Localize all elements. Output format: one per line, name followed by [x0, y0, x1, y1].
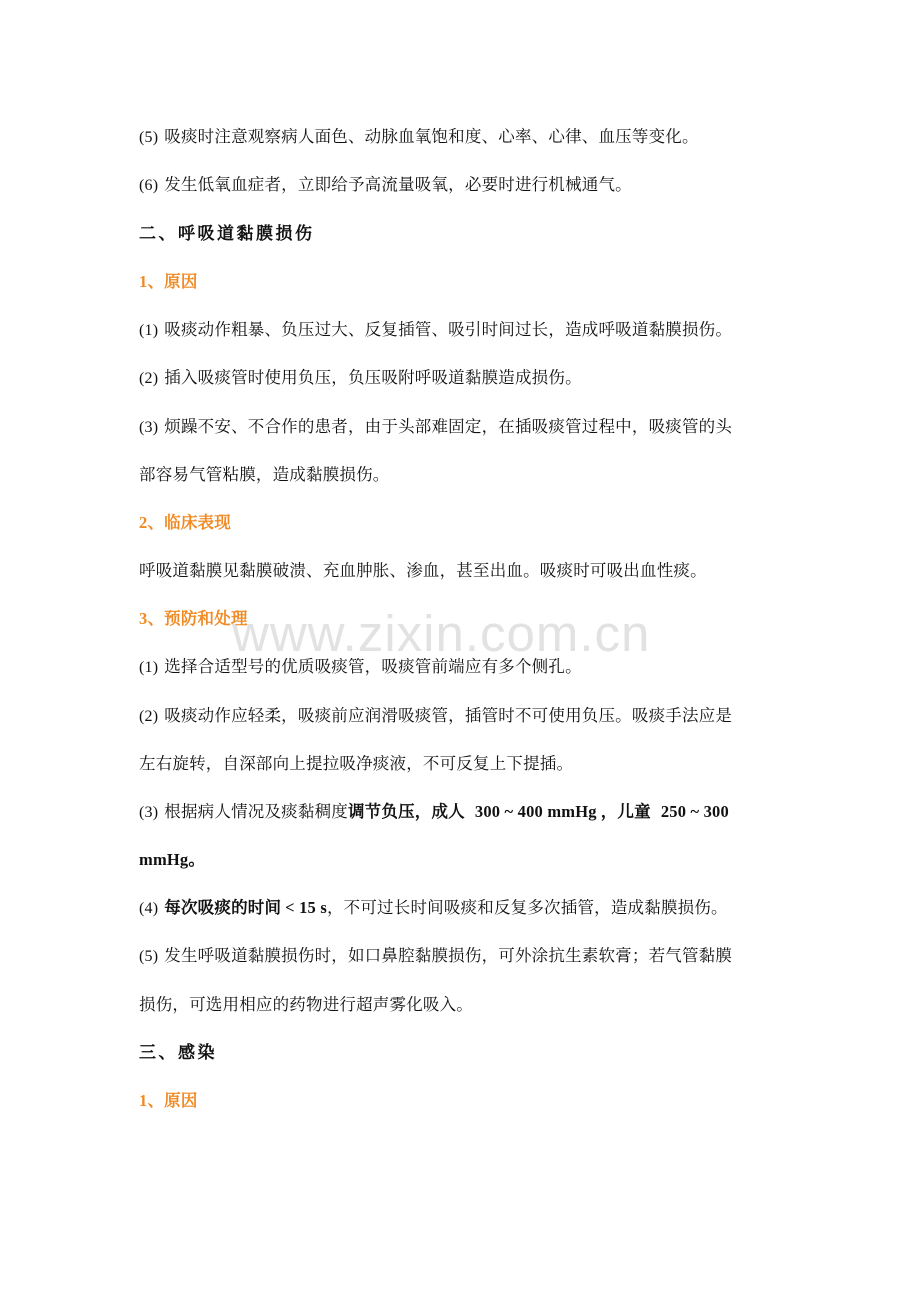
section-heading: 三、感染	[139, 1043, 217, 1063]
subsection-label: 、原因	[147, 1091, 198, 1110]
item-text: 。	[188, 850, 206, 869]
list-item	[139, 655, 788, 680]
list-item-continuation	[139, 848, 788, 872]
list-item	[139, 125, 788, 150]
list-item	[139, 173, 788, 198]
list-item	[139, 415, 788, 440]
item-text: 烦躁不安、不合作的患者，由于头部难固定，在插吸痰管过程中，吸痰管的头	[164, 417, 733, 436]
item-number: (1)	[139, 659, 159, 676]
subsection-number: 1	[139, 272, 148, 291]
item-number: (1)	[139, 322, 159, 339]
item-number: (3)	[139, 804, 159, 821]
subsection-number: 3	[139, 609, 148, 628]
item-number: (6)	[139, 177, 159, 194]
subsection-label: 、临床表现	[147, 513, 231, 532]
list-item	[139, 896, 788, 921]
item-text: 部容易气管粘膜，造成黏膜损伤。	[139, 465, 390, 484]
list-item	[139, 944, 788, 969]
item-number: (2)	[139, 370, 159, 387]
item-text: 损伤，可选用相应的药物进行超声雾化吸入。	[139, 995, 473, 1014]
subsection-label: 、预防和处理	[147, 609, 248, 628]
item-number: (2)	[139, 708, 159, 725]
pressure-range-adult: 300 ~ 400 mmHg	[474, 802, 597, 821]
pressure-range-child: 250 ~ 300	[660, 802, 729, 821]
list-item	[139, 366, 788, 391]
list-item-continuation	[139, 993, 788, 1017]
item-number: (4)	[139, 900, 159, 917]
item-text: ，不可过长时间吸痰和反复多次插管，造成黏膜损伤。	[326, 898, 728, 917]
item-text: 根据病人情况及痰黏稠度	[164, 802, 348, 821]
list-item	[139, 704, 788, 729]
subsection-title	[139, 511, 788, 535]
subsection-label: 、原因	[147, 272, 198, 291]
paragraph: 呼吸道黏膜见黏膜破溃、充血肿胀、渗血，甚至出血。吸痰时可吸出血性痰。	[139, 561, 707, 580]
item-number: (3)	[139, 419, 159, 436]
item-number: (5)	[139, 129, 159, 146]
item-number: (5)	[139, 948, 159, 965]
item-bold-text: 每次吸痰的时间	[164, 898, 282, 917]
list-item	[139, 800, 788, 825]
item-text: 吸痰动作应轻柔，吸痰前应润滑吸痰管，插管时不可使用负压。吸痰手法应是	[164, 706, 733, 725]
item-text: 插入吸痰管时使用负压，负压吸附呼吸道黏膜造成损伤。	[164, 368, 582, 387]
subsection-title	[139, 607, 788, 631]
item-text: 吸痰时注意观察病人面色、动脉血氧饱和度、心率、心律、血压等变化。	[164, 127, 699, 146]
section-heading: 二、呼吸道黏膜损伤	[139, 224, 315, 244]
watermark: www.zixin.com.cn	[232, 605, 651, 662]
item-text: 选择合适型号的优质吸痰管，吸痰管前端应有多个侧孔。	[164, 657, 582, 676]
subsection-number: 1	[139, 1091, 148, 1110]
suction-time-limit: < 15 s	[285, 898, 327, 917]
item-bold-text: 调节负压，成人	[347, 802, 465, 821]
subsection-title	[139, 270, 788, 294]
list-item-continuation	[139, 463, 788, 487]
list-item	[139, 318, 788, 343]
item-text: 发生呼吸道黏膜损伤时，如口鼻腔黏膜损伤，可外涂抗生素软膏；若气管黏膜	[164, 946, 733, 965]
pressure-unit: mmHg	[139, 850, 189, 869]
subsection-title	[139, 1089, 788, 1113]
list-item-continuation	[139, 752, 788, 776]
subsection-number: 2	[139, 513, 148, 532]
item-text: 吸痰动作粗暴、负压过大、反复插管、吸引时间过长，造成呼吸道黏膜损伤。	[164, 320, 733, 339]
item-text: 左右旋转，自深部向上提拉吸净痰液，不可反复上下提插。	[139, 754, 574, 773]
item-text: 发生低氧血症者，立即给予高流量吸氧，必要时进行机械通气。	[164, 175, 632, 194]
item-bold-text: ，儿童	[600, 802, 651, 821]
